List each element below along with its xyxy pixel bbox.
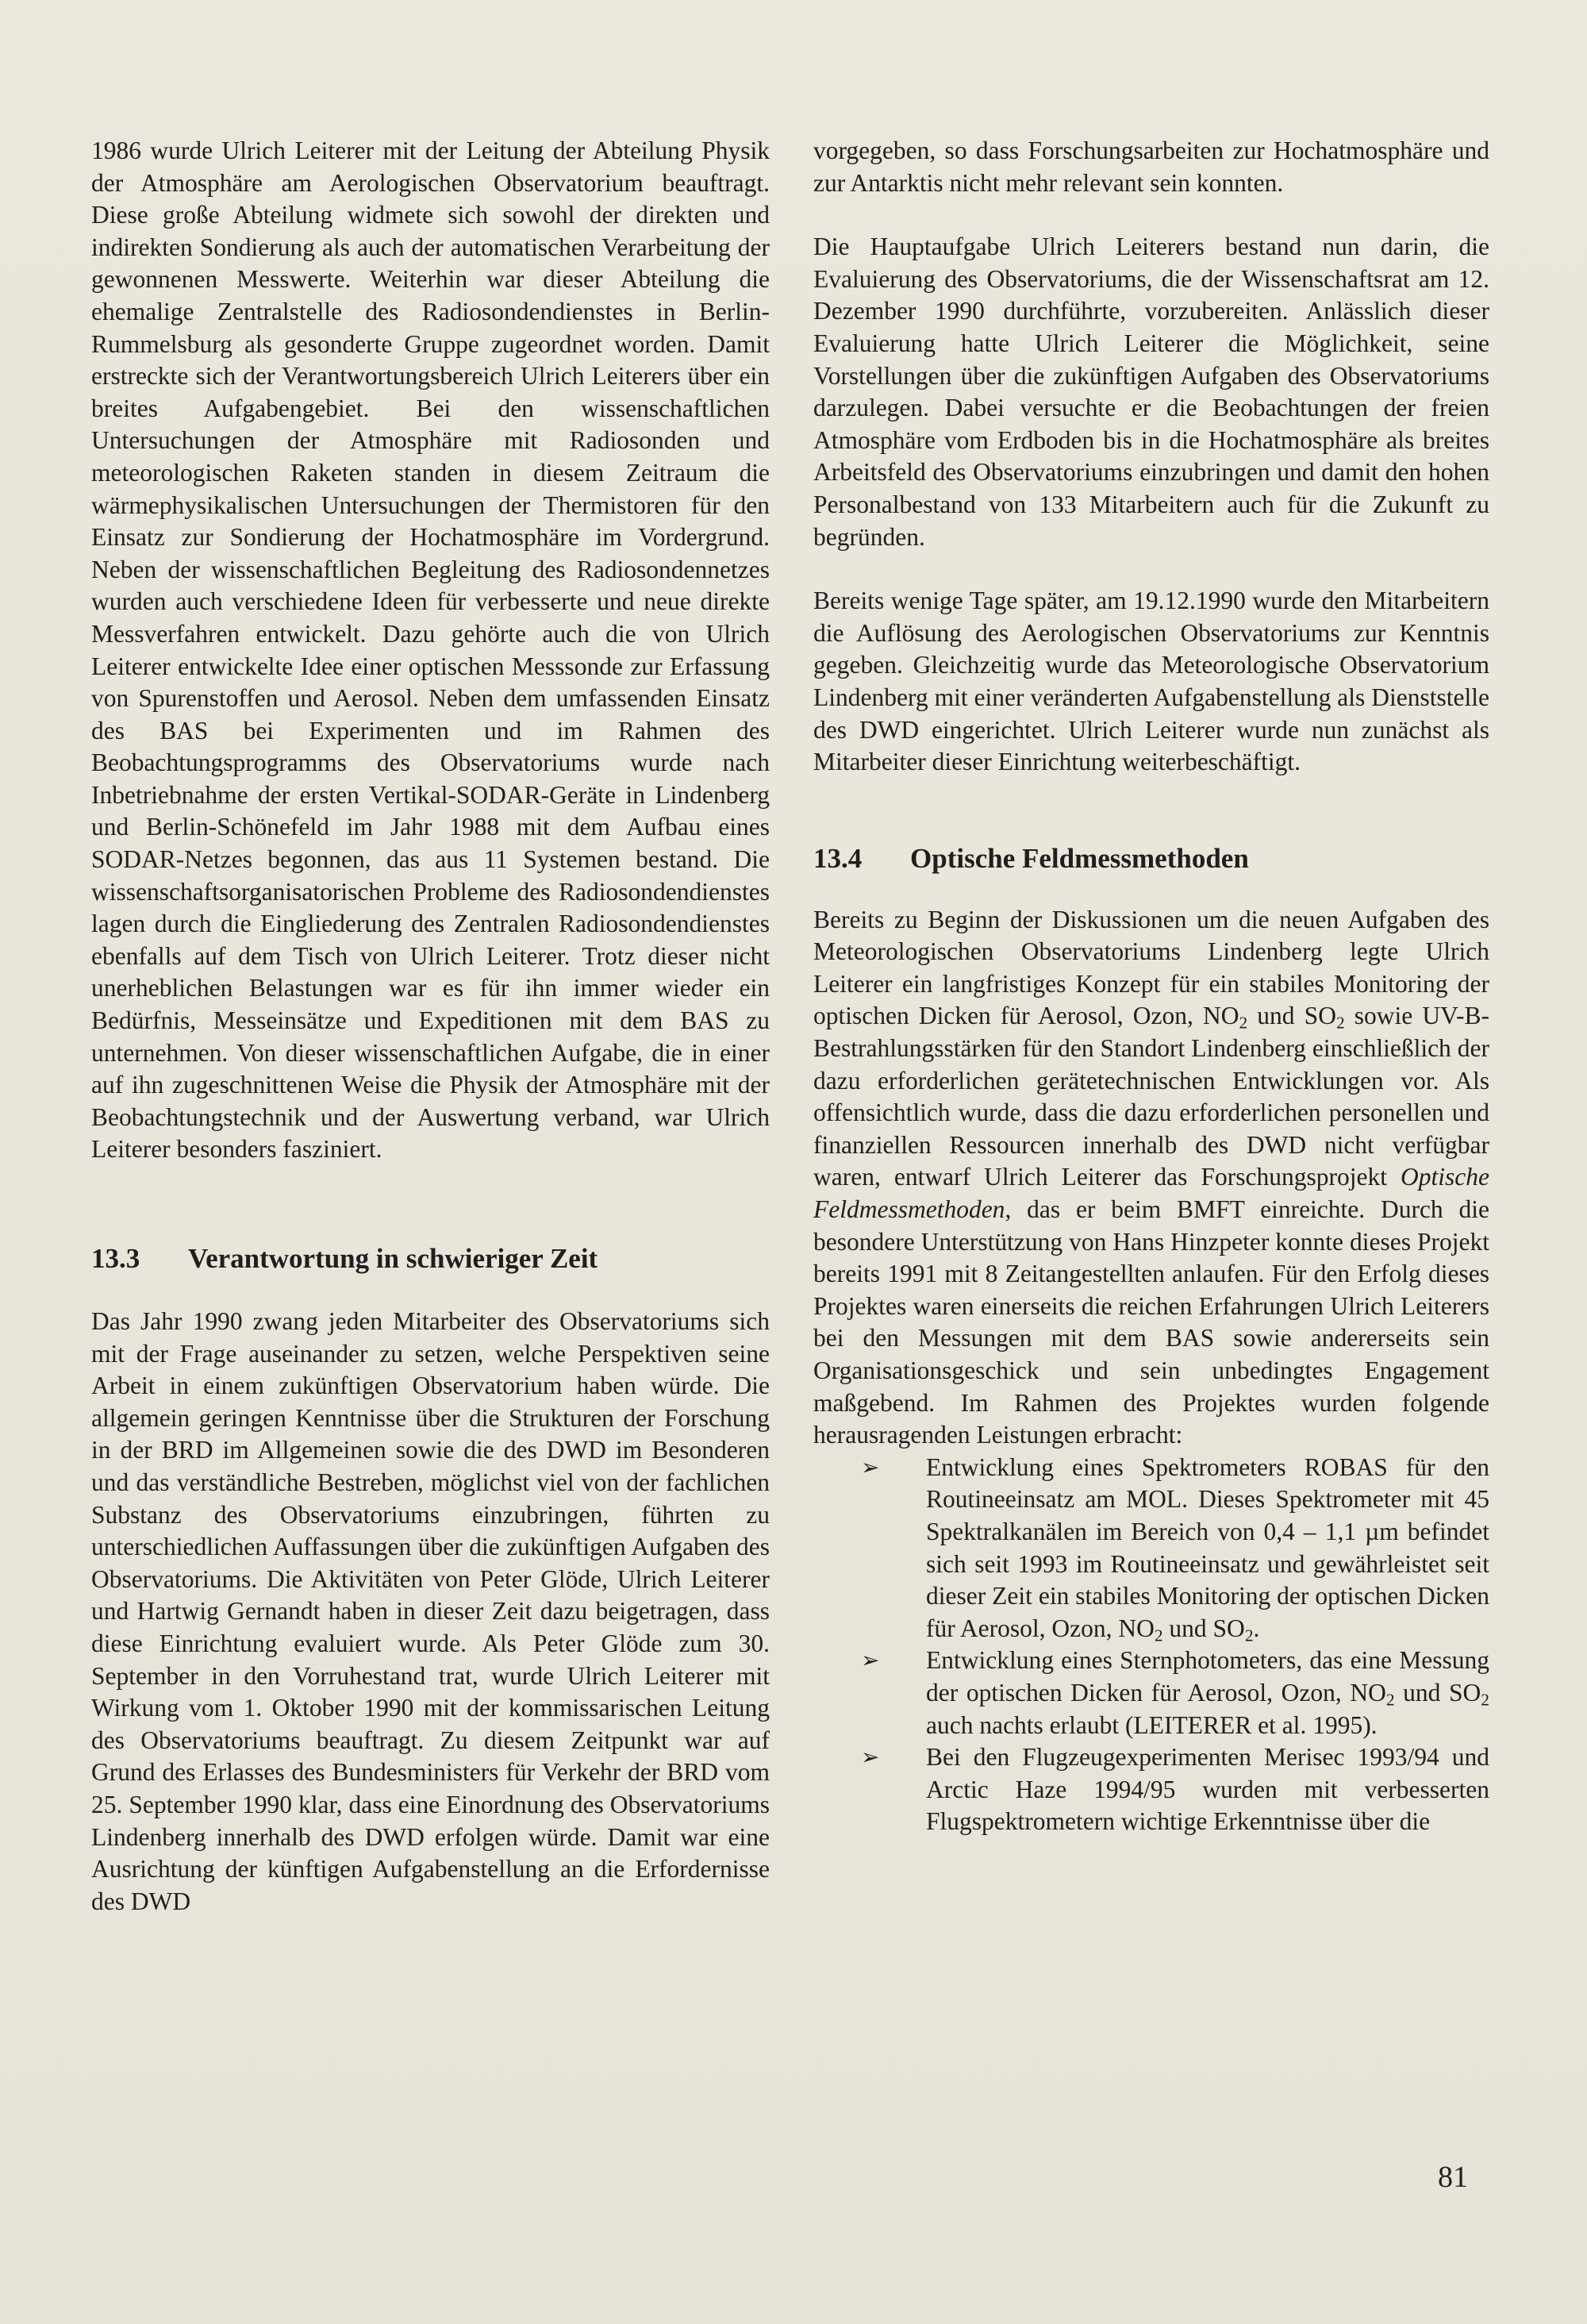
arrow-bullet-icon: ➢ [861,1453,880,1480]
paragraph-wenige-tage: Bereits wenige Tage später, am 19.12.1990 wurde den Mitarbeitern die Auflösung des Aerologischen Observatoriums zur Kenntnis gegeben. Gleichzeitig wurde das Meteorologische Observatorium Lindenberg mit einer veränderten Aufgabenstellung als Dienststelle des DWD eingerichtet. Ulrich Leiterer wurde nun zunächst als Mitarbeiter dieser Einrichtung weiterbeschäftigt. [813,587,1489,776]
section-heading-13-3 [91,1242,770,1276]
section-number: 13.4 [813,842,863,874]
arrow-bullet-icon: ➢ [861,1744,880,1771]
project-title: Optische Feldmessmethoden [813,1163,1489,1224]
section-title: Verantwortung in schwieriger Zeit [188,1243,598,1274]
paragraph-hauptaufgabe: Die Hauptaufgabe Ulrich Leiterers bestand nun darin, die Evaluierung des Observatoriums, die der Wissenschaftsrat am 12. Dezember 1990 durchführte, vorzubereiten. Anlässlich dieser Evaluierung hatte Ulrich Leiterer die Möglichkeit, seine Vorstellungen über die zukünftigen Aufgaben des Observatoriums darzulegen. Dabei versuchte er die Beobachtungen der freien Atmosphäre vom Erdboden bis in die Hochatmosphäre als breites Arbeitsfeld des Observatoriums einzubringen und damit den hohen Personalbestand von 133 Mitarbeitern auch für die Zukunft zu begründen. [813,233,1489,551]
paragraph-leiterer-1986: 1986 wurde Ulrich Leiterer mit der Leitung der Abteilung Physik der Atmosphäre am Aerologischen Observatorium beauftragt. Diese große Abteilung widmete sich sowohl der direkten und indirekten Sondierung als auch der automatischen Verarbeitung der gewonnenen Messwerte. Weiterhin war dieser Abteilung die ehemalige Zentralstelle des Radiosondendienstes in Berlin-Rummelsburg als gesonderte Gruppe zugeordnet worden. Damit erstreckte sich der Verantwortungsbereich Ulrich Leiterers über ein breites Aufgabengebiet. Bei den wissenschaftlichen Untersuchungen der Atmosphäre mit Radiosonden und meteorologischen Raketen standen in diesem Zeitraum die wärmephysikalischen Untersuchungen der Thermistoren für den Einsatz zur Sondierung der Hochatmosphäre im Vordergrund. Neben der wissenschaftlichen Begleitung des Radiosondennetzes wurden auch verschiedene Ideen für verbesserte und neue direkte Messverfahren entwickelt. Dazu gehörte auch die von Ulrich Leiterer entwickelte Idee einer optischen Messsonde zur Erfassung von Spurenstoffen und Aerosol. Neben dem umfassenden Einsatz des BAS bei Experimenten und im Rahmen des Beobachtungsprogramms des Observatoriums wurde nach Inbetriebnahme der ersten Vertikal-SODAR-Geräte in Lindenberg und Berlin-Schönefeld im Jahr 1988 mit dem Aufbau eines SODAR-Netzes begonnen, das aus 11 Systemen bestand. Die wissenschaftsorganisatorischen Probleme des Radiosondendienstes lagen durch die Eingliederung des Zentralen Radiosondendienstes ebenfalls auf dem Tisch von Ulrich Leiterer. Trotz dieser nicht unerheblichen Belastungen war es für ihn immer wieder ein Bedürfnis, Messeinsätze und Expeditionen mit dem BAS zu unternehmen. Von dieser wissenschaftlichen Aufgabe, die in einer auf ihn zugeschnittenen Weise die Physik der Atmosphäre mit der Beobachtungstechnik und der Auswertung verband, war Ulrich Leiterer besonders fasziniert. [91,137,770,1164]
section-heading-13-4 [813,842,1489,875]
spacer [813,199,1489,231]
achievements-list [813,1452,1489,1838]
spacer [813,553,1489,585]
paragraph-optische-feldmessmethoden: Bereits zu Beginn der Diskussionen um die neuen Aufgaben des Meteorologischen Observatoriums Lindenberg legte Ulrich Leiterer ein langfristiges Konzept für ein stabiles Monitoring der optischen Dicken für Aerosol, Ozon, $NO_2$ und $SO_2$ sowie UV-B-Bestrahlungsstärken für den Standort Lindenberg einschließlich der dazu erforderlichen gerätetechnischen Entwicklungen vor. Als offensichtlich wurde, dass die dazu erforderlichen personellen und finanziellen Ressourcen innerhalb des DWD nicht verfügbar waren, entwarf Ulrich Leiterer das Forschungsprojekt Optische Feldmessmethoden, das er beim BMFT einreichte. Durch die besondere Unterstützung von Hans Hinzpeter konnte dieses Projekt bereits 1991 mit 8 Zeitangestellten anlaufen. Für den Erfolg dieses Projektes waren einerseits die reichen Erfahrungen Ulrich Leiterers bei den Messungen mit dem BAS sowie andererseits sein Organisationsgeschick und sein unbedingtes Engagement maßgebend. Im Rahmen des Projektes wurden folgende herausragenden Leistungen erbracht: [813,905,1489,1449]
list-item: ➢ Entwicklung eines Spektrometers ROBAS für den Routineeinsatz am MOL. Dieses Spektrometer mit 45 Spektralkanälen im Bereich von 0,4 – 1,1 µm befindet sich seit 1993 im Routineeinsatz und gewährleistet seit dieser Zeit ein stabiles Monitoring der optischen Dicken für Aerosol, Ozon, $NO_2$ und $SO_2$. [861,1452,1489,1645]
spacer [813,875,1489,904]
list-item: ➢ Bei den Flugzeugexperimenten Merisec 1993/94 und Arctic Haze 1994/95 wurden mit verbesserten Flugspektrometern wichtige Erkenntnisse über die [861,1743,1489,1836]
spacer [813,779,1489,842]
page-number: 81 [1438,2160,1468,2194]
section-title: Optische Feldmessmethoden [910,842,1249,874]
left-column [91,135,770,1918]
paragraph-vorgegeben: vorgegeben, so dass Forschungsarbeiten zur Hochatmosphäre und zur Antarktis nicht mehr relevant sein konnten. [813,137,1489,197]
spacer [91,1166,770,1242]
paragraph-jahr-1990: Das Jahr 1990 zwang jeden Mitarbeiter des Observatoriums sich mit der Frage auseinander zu setzen, welche Perspektiven seine Arbeit in einem zukünftigen Observatorium haben würde. Die allgemein geringen Kenntnisse über die Strukturen der Forschung in der BRD im Allgemeinen sowie die des DWD im Besonderen und das verständliche Bestreben, möglichst viel von der fachlichen Substanz des Observatoriums einzubringen, führten zu unterschiedlichen Auffassungen über die zukünftigen Aufgaben des Observatoriums. Die Aktivitäten von Peter Glöde, Ulrich Leiterer und Hartwig Gernandt haben in dieser Zeit dazu beigetragen, dass diese Einrichtung evaluiert wurde. Als Peter Glöde zum 30. September in den Vorruhestand trat, wurde Ulrich Leiterer mit Wirkung vom 1. Oktober 1990 mit der kommissarischen Leitung des Observatoriums beauftragt. Zu diesem Zeitpunkt war auf Grund des Erlasses des Bundesministers für Verkehr der BRD vom 25. September 1990 klar, dass eine Einordnung des Observatoriums Lindenberg innerhalb des DWD erfolgen würde. Damit war eine Ausrichtung der künftigen Aufgabenstellung an die Erfordernisse des DWD [91,1307,770,1915]
section-number: 13.3 [91,1243,140,1274]
list-item: ➢ Entwicklung eines Sternphotometers, das eine Messung der optischen Dicken für Aerosol, Ozon, $NO_2$ und $SO_2$ auch nachts erlaubt (LEITERER et al. 1995). [861,1646,1489,1739]
spacer [91,1276,770,1306]
arrow-bullet-icon: ➢ [861,1647,880,1674]
right-column [813,135,1489,1838]
